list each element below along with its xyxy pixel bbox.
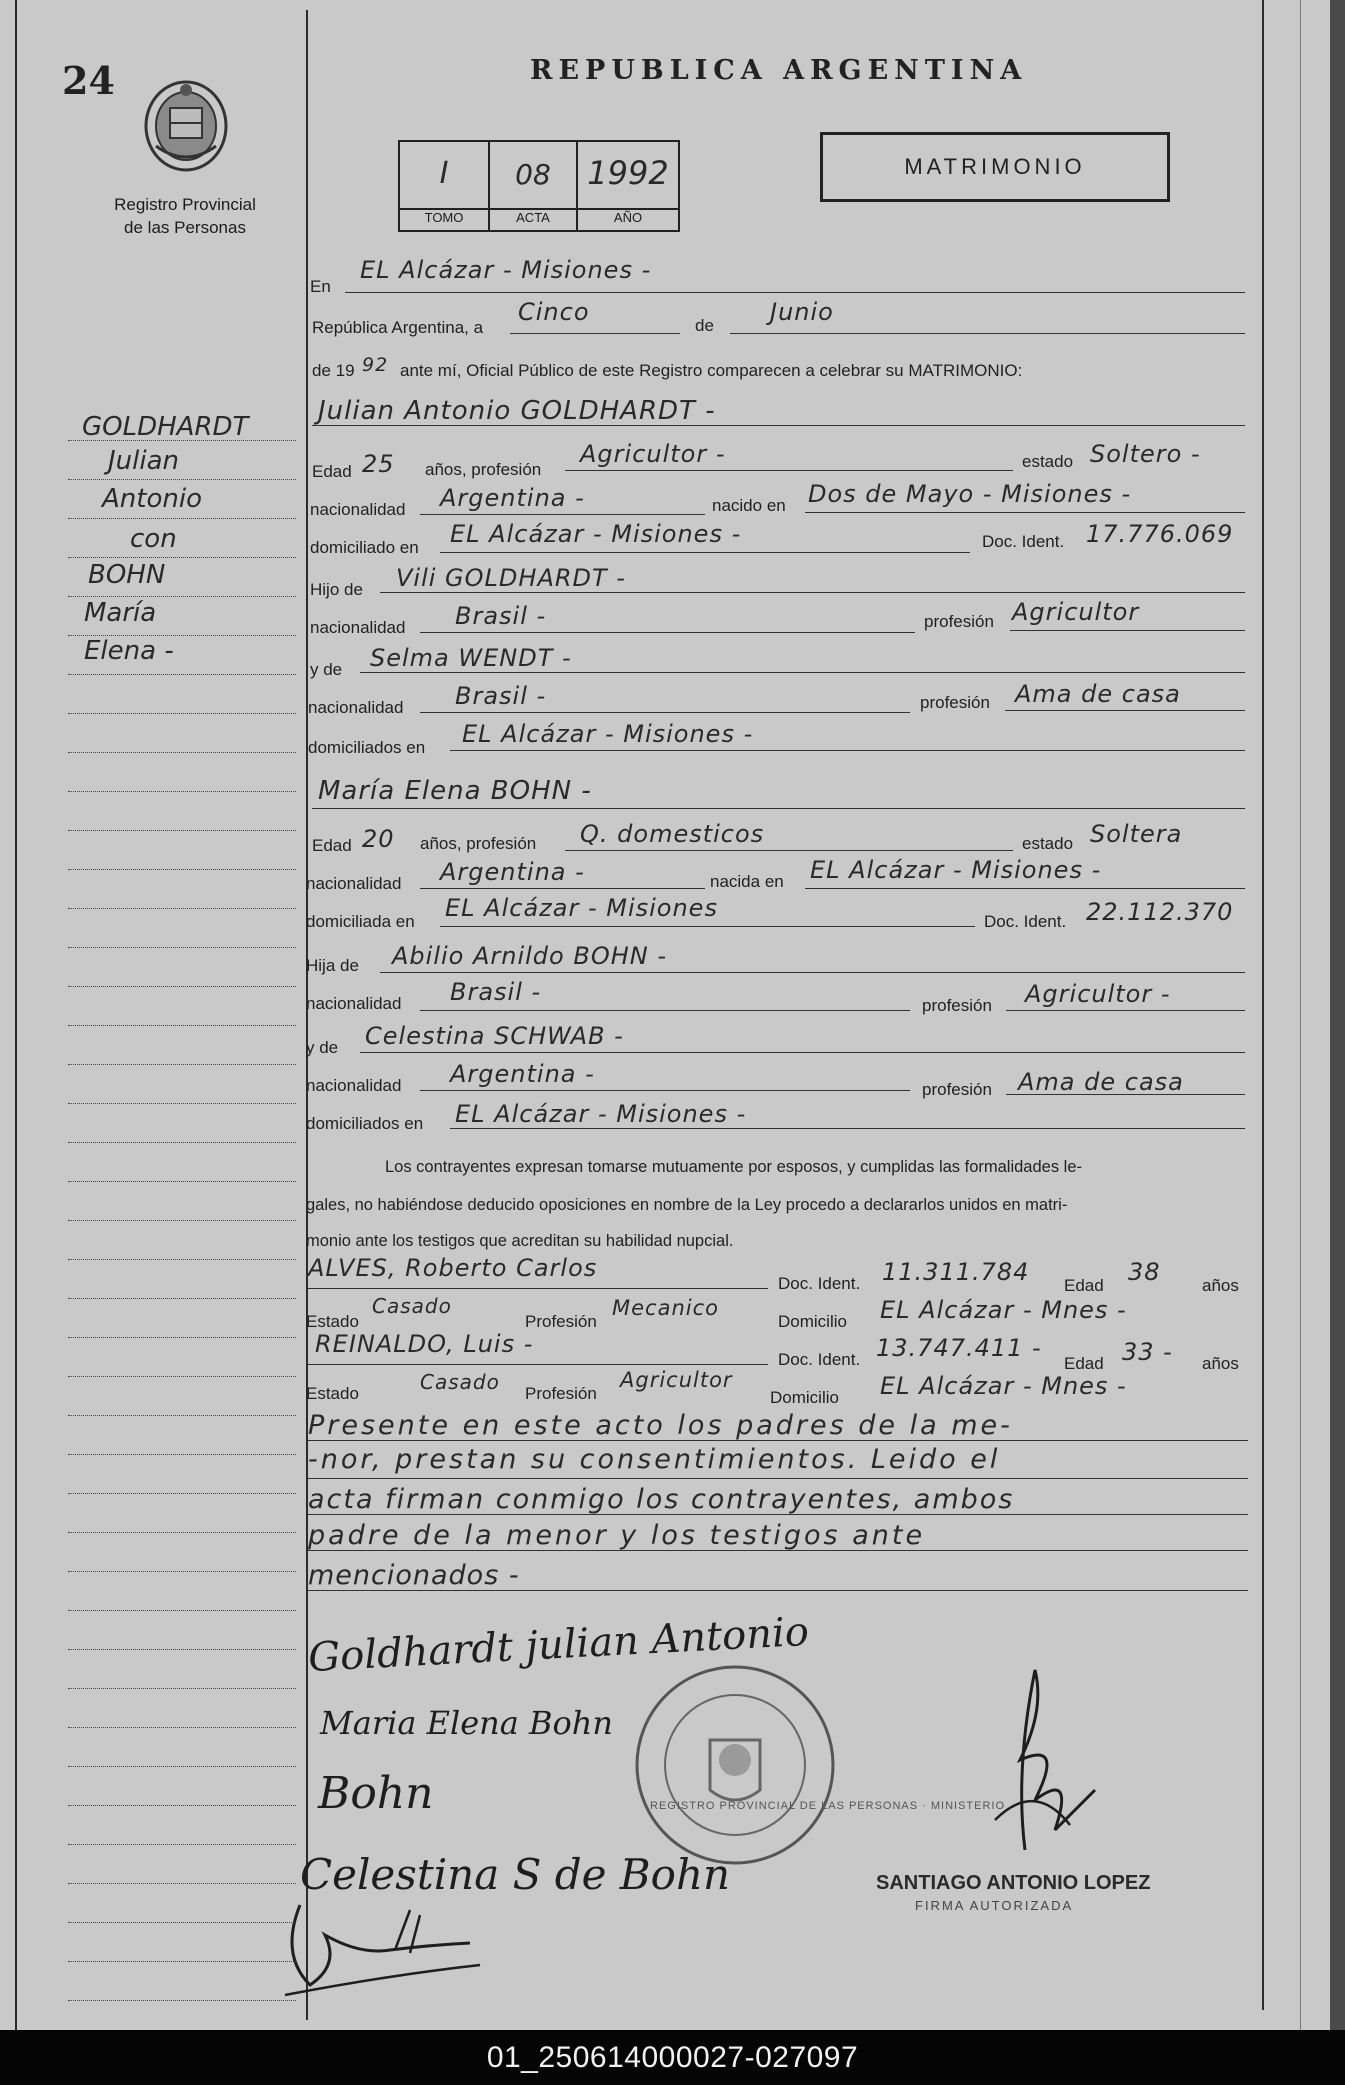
bride-father: Abilio Arnildo BOHN - <box>392 942 667 970</box>
witness2-profession: Agricultor <box>620 1368 733 1392</box>
scan-id-footer: 01_250614000027-027097 <box>0 2030 1345 2085</box>
groom-parents-dom-label: domiciliados en <box>308 738 426 757</box>
margin-ruled-line <box>68 479 296 480</box>
country-title: REPUBLICA ARGENTINA <box>530 55 1028 86</box>
right-border-line <box>1262 0 1264 2010</box>
groom-mother-label: y de <box>310 660 343 679</box>
bride-mother-label: y de <box>306 1038 339 1057</box>
bride-age: 20 <box>362 825 395 853</box>
witness1-estado-label: Estado <box>306 1312 359 1331</box>
witness2-domicile: EL Alcázar - Mnes - <box>880 1372 1127 1400</box>
groom-birthplace: Dos de Mayo - Misiones - <box>808 480 1132 508</box>
right-edge-line <box>1300 0 1301 2030</box>
margin-ruled-line <box>68 1610 296 1611</box>
observation-line-2: -nor, prestan su consentimientos. Leido el <box>308 1444 1001 1475</box>
witness1-profesion-label: Profesión <box>525 1312 597 1331</box>
groom-domiciliado-label: domiciliado en <box>310 538 419 557</box>
coat-of-arms-emblem <box>140 76 232 176</box>
groom-father-label: Hijo de <box>310 580 363 599</box>
bride-nationality: Argentina - <box>440 858 585 886</box>
witness2-domicilio-label: Domicilio <box>770 1388 839 1407</box>
witness2-doc: 13.747.411 - <box>876 1334 1042 1362</box>
margin-note-line-6: María <box>84 598 157 628</box>
year-suffix: 92 <box>362 354 389 376</box>
declaration-line-2: gales, no habiéndose deducido oposiciones en nombre de la Ley procedo a declararlos unidos en matri- <box>306 1196 1068 1214</box>
witness1-domicile: EL Alcázar - Mnes - <box>880 1296 1127 1324</box>
margin-ruled-line <box>68 2000 296 2001</box>
groom-mother: Selma WENDT - <box>370 644 572 672</box>
witness2-doc-label: Doc. Ident. <box>778 1350 861 1369</box>
witness2-age: 33 - <box>1122 1338 1173 1366</box>
margin-note-line-2: Julian <box>108 446 180 476</box>
margin-ruled-line <box>68 596 296 597</box>
bride-mother: Celestina SCHWAB - <box>365 1022 624 1050</box>
margin-ruled-line <box>68 1532 296 1533</box>
groom-father-prof-label: profesión <box>924 612 994 631</box>
margin-ruled-line <box>68 1298 296 1299</box>
left-border-line <box>15 0 17 2030</box>
observation-line-4: padre de la menor y los testigos ante <box>308 1520 926 1551</box>
groom-mother-prof: Ama de casa <box>1015 680 1181 708</box>
witness2-estado: Casado <box>420 1370 500 1394</box>
bride-mother-nat-label: nacionalidad <box>306 1076 402 1095</box>
official-seal-text: REGISTRO PROVINCIAL DE LAS PERSONAS · MINISTERIO <box>650 1800 1006 1812</box>
groom-domicile: EL Alcázar - Misiones - <box>450 520 742 548</box>
groom-parents-dom: EL Alcázar - Misiones - <box>462 720 754 748</box>
margin-note-line-1: GOLDHARDT <box>82 412 249 442</box>
ano-value: 1992 <box>587 154 669 192</box>
signature-bride: Maria Elena Bohn <box>320 1704 614 1742</box>
official-name: SANTIAGO ANTONIO LOPEZ <box>876 1872 1151 1894</box>
margin-ruled-line <box>68 752 296 753</box>
bride-estado-label: estado <box>1022 834 1074 853</box>
bride-parents-dom-label: domiciliados en <box>306 1114 424 1133</box>
official-seal-stamp <box>630 1660 840 1875</box>
bride-domicile: EL Alcázar - Misiones <box>445 894 718 922</box>
acta-value: 08 <box>515 158 551 191</box>
bride-father-prof-label: profesión <box>922 996 992 1015</box>
acta-label: ACTA <box>490 208 576 225</box>
groom-mother-prof-label: profesión <box>920 693 990 712</box>
document-type-label: MATRIMONIO <box>904 154 1086 179</box>
margin-ruled-line <box>68 986 296 987</box>
bride-father-label: Hija de <box>306 956 359 975</box>
month-value: Junio <box>770 298 834 326</box>
margin-ruled-line <box>68 518 296 519</box>
margin-ruled-line <box>68 1883 296 1884</box>
bride-father-nat: Brasil - <box>450 978 542 1006</box>
margin-ruled-line <box>68 1844 296 1845</box>
bride-domiciliada-label: domiciliada en <box>306 912 415 931</box>
bride-birthplace: EL Alcázar - Misiones - <box>810 856 1102 884</box>
groom-mother-nat: Brasil - <box>455 682 547 710</box>
observation-line-1: Presente en este acto los padres de la me- <box>308 1410 1013 1441</box>
de-label: de <box>695 316 714 335</box>
margin-ruled-line <box>68 1493 296 1494</box>
bride-mother-prof: Ama de casa <box>1018 1068 1184 1096</box>
margin-ruled-line <box>68 1961 296 1962</box>
margin-ruled-line <box>68 1181 296 1182</box>
groom-mother-nat-label: nacionalidad <box>308 698 404 717</box>
margin-divider-line <box>306 10 308 2020</box>
margin-ruled-line <box>68 1922 296 1923</box>
tomo-label: TOMO <box>400 208 488 225</box>
signature-witness-scribble <box>270 1895 490 2010</box>
margin-note-line-5: BOHN <box>88 560 166 590</box>
margin-ruled-line <box>68 1064 296 1065</box>
margin-ruled-line <box>68 1376 296 1377</box>
margin-ruled-line <box>68 869 296 870</box>
bride-parents-dom: EL Alcázar - Misiones - <box>455 1100 747 1128</box>
intro-statement: ante mí, Oficial Público de este Registro comparecen a celebrar su MATRIMONIO: <box>400 361 1023 380</box>
witness1-doc-label: Doc. Ident. <box>778 1274 861 1293</box>
margin-ruled-line <box>68 1649 296 1650</box>
tomo-value: I <box>439 156 449 191</box>
witness1-profession: Mecanico <box>612 1296 719 1320</box>
signature-mother: Celestina S de Bohn <box>300 1850 731 1899</box>
margin-ruled-line <box>68 1805 296 1806</box>
margin-ruled-line <box>68 1142 296 1143</box>
witness1-age: 38 <box>1128 1258 1161 1286</box>
groom-age: 25 <box>362 450 395 478</box>
margin-ruled-line <box>68 1259 296 1260</box>
margin-ruled-line <box>68 1220 296 1221</box>
ano-label: AÑO <box>578 208 678 225</box>
bride-father-prof: Agricultor - <box>1025 980 1171 1008</box>
witness1-estado: Casado <box>372 1294 452 1318</box>
official-title: FIRMA AUTORIZADA <box>915 1898 1074 1913</box>
margin-ruled-line <box>68 1103 296 1104</box>
groom-nacido-label: nacido en <box>712 496 786 515</box>
witness2-profesion-label: Profesión <box>525 1384 597 1403</box>
groom-father-nat: Brasil - <box>455 602 547 630</box>
groom-profession: Agricultor - <box>580 440 726 468</box>
groom-nacionalidad-label: nacionalidad <box>310 500 406 519</box>
observation-line-3: acta firman conmigo los contrayentes, ambos <box>308 1484 1015 1515</box>
margin-ruled-line <box>68 830 296 831</box>
margin-ruled-line <box>68 908 296 909</box>
witness1-domicilio-label: Domicilio <box>778 1312 847 1331</box>
bride-mother-nat: Argentina - <box>450 1060 595 1088</box>
bride-name: María Elena BOHN - <box>318 776 592 806</box>
margin-ruled-line <box>68 1688 296 1689</box>
groom-doc-label: Doc. Ident. <box>982 532 1065 551</box>
signature-father: Bohn <box>318 1768 434 1819</box>
witness1-doc: 11.311.784 <box>882 1258 1030 1286</box>
groom-edad-label: Edad <box>312 462 352 481</box>
groom-father-prof: Agricultor <box>1012 598 1140 626</box>
margin-ruled-line <box>68 1571 296 1572</box>
declaration-line-1: Los contrayentes expresan tomarse mutuamente por esposos, y cumplidas las formalidades le- <box>385 1158 1083 1176</box>
witness2-estado-label: Estado <box>306 1384 359 1403</box>
witness1-anos-label: años <box>1202 1276 1239 1295</box>
witness1-name: ALVES, Roberto Carlos <box>308 1254 598 1282</box>
margin-ruled-line <box>68 1415 296 1416</box>
document-type-box <box>820 132 1170 202</box>
en-label: En <box>310 277 331 296</box>
margin-ruled-line <box>68 713 296 714</box>
margin-ruled-line <box>68 557 296 558</box>
margin-ruled-line <box>68 1454 296 1455</box>
bride-mother-prof-label: profesión <box>922 1080 992 1099</box>
margin-ruled-line <box>68 674 296 675</box>
groom-anos-label: años, profesión <box>425 460 542 479</box>
place-value: EL Alcázar - Misiones - <box>360 256 652 284</box>
margin-ruled-line <box>68 635 296 636</box>
margin-ruled-line <box>68 1727 296 1728</box>
groom-name: Julian Antonio GOLDHARDT - <box>318 396 716 426</box>
republica-label: República Argentina, a <box>312 318 484 337</box>
signature-groom: Goldhardt julian Antonio <box>307 1608 810 1682</box>
margin-note-line-4: con <box>130 524 177 554</box>
bride-nacida-label: nacida en <box>710 872 784 891</box>
day-value: Cinco <box>518 298 590 326</box>
witness1-edad-label: Edad <box>1064 1276 1104 1295</box>
groom-estado-label: estado <box>1022 452 1074 471</box>
witness2-edad-label: Edad <box>1064 1354 1104 1373</box>
margin-ruled-line <box>68 1337 296 1338</box>
margin-ruled-line <box>68 1766 296 1767</box>
margin-ruled-line <box>68 947 296 948</box>
margin-ruled-line <box>68 791 296 792</box>
registry-name-line1: Registro Provincial <box>114 195 256 214</box>
bride-profession: Q. domesticos <box>580 820 765 848</box>
year-prefix: de 19 <box>312 361 355 380</box>
groom-doc: 17.776.069 <box>1086 520 1234 548</box>
declaration-line-3: monio ante los testigos que acreditan su habilidad nupcial. <box>306 1232 734 1250</box>
groom-father: Vili GOLDHARDT - <box>396 564 626 592</box>
registry-name-line2: de las Personas <box>124 218 246 237</box>
page-edge-shadow <box>1330 0 1345 2030</box>
bride-father-nat-label: nacionalidad <box>306 994 402 1013</box>
bride-anos-label: años, profesión <box>420 834 537 853</box>
bride-doc: 22.112.370 <box>1086 898 1234 926</box>
margin-ruled-line <box>68 440 296 441</box>
bride-doc-label: Doc. Ident. <box>984 912 1067 931</box>
margin-note-line-7: Elena - <box>84 636 174 666</box>
margin-ruled-line <box>68 1025 296 1026</box>
groom-estado: Soltero - <box>1090 440 1201 468</box>
bride-edad-label: Edad <box>312 836 352 855</box>
groom-father-nat-label: nacionalidad <box>310 618 406 637</box>
observation-line-5: mencionados - <box>308 1560 520 1591</box>
groom-nationality: Argentina - <box>440 484 585 512</box>
page-number: 24 <box>62 58 115 103</box>
witness2-name: REINALDO, Luis - <box>315 1330 534 1358</box>
margin-note-line-3: Antonio <box>102 484 202 514</box>
bride-nacionalidad-label: nacionalidad <box>306 874 402 893</box>
signature-official-scribble <box>975 1650 1105 1865</box>
witness2-anos-label: años <box>1202 1354 1239 1373</box>
tomo-acta-ano-box <box>398 140 680 232</box>
bride-estado: Soltera <box>1090 820 1183 848</box>
